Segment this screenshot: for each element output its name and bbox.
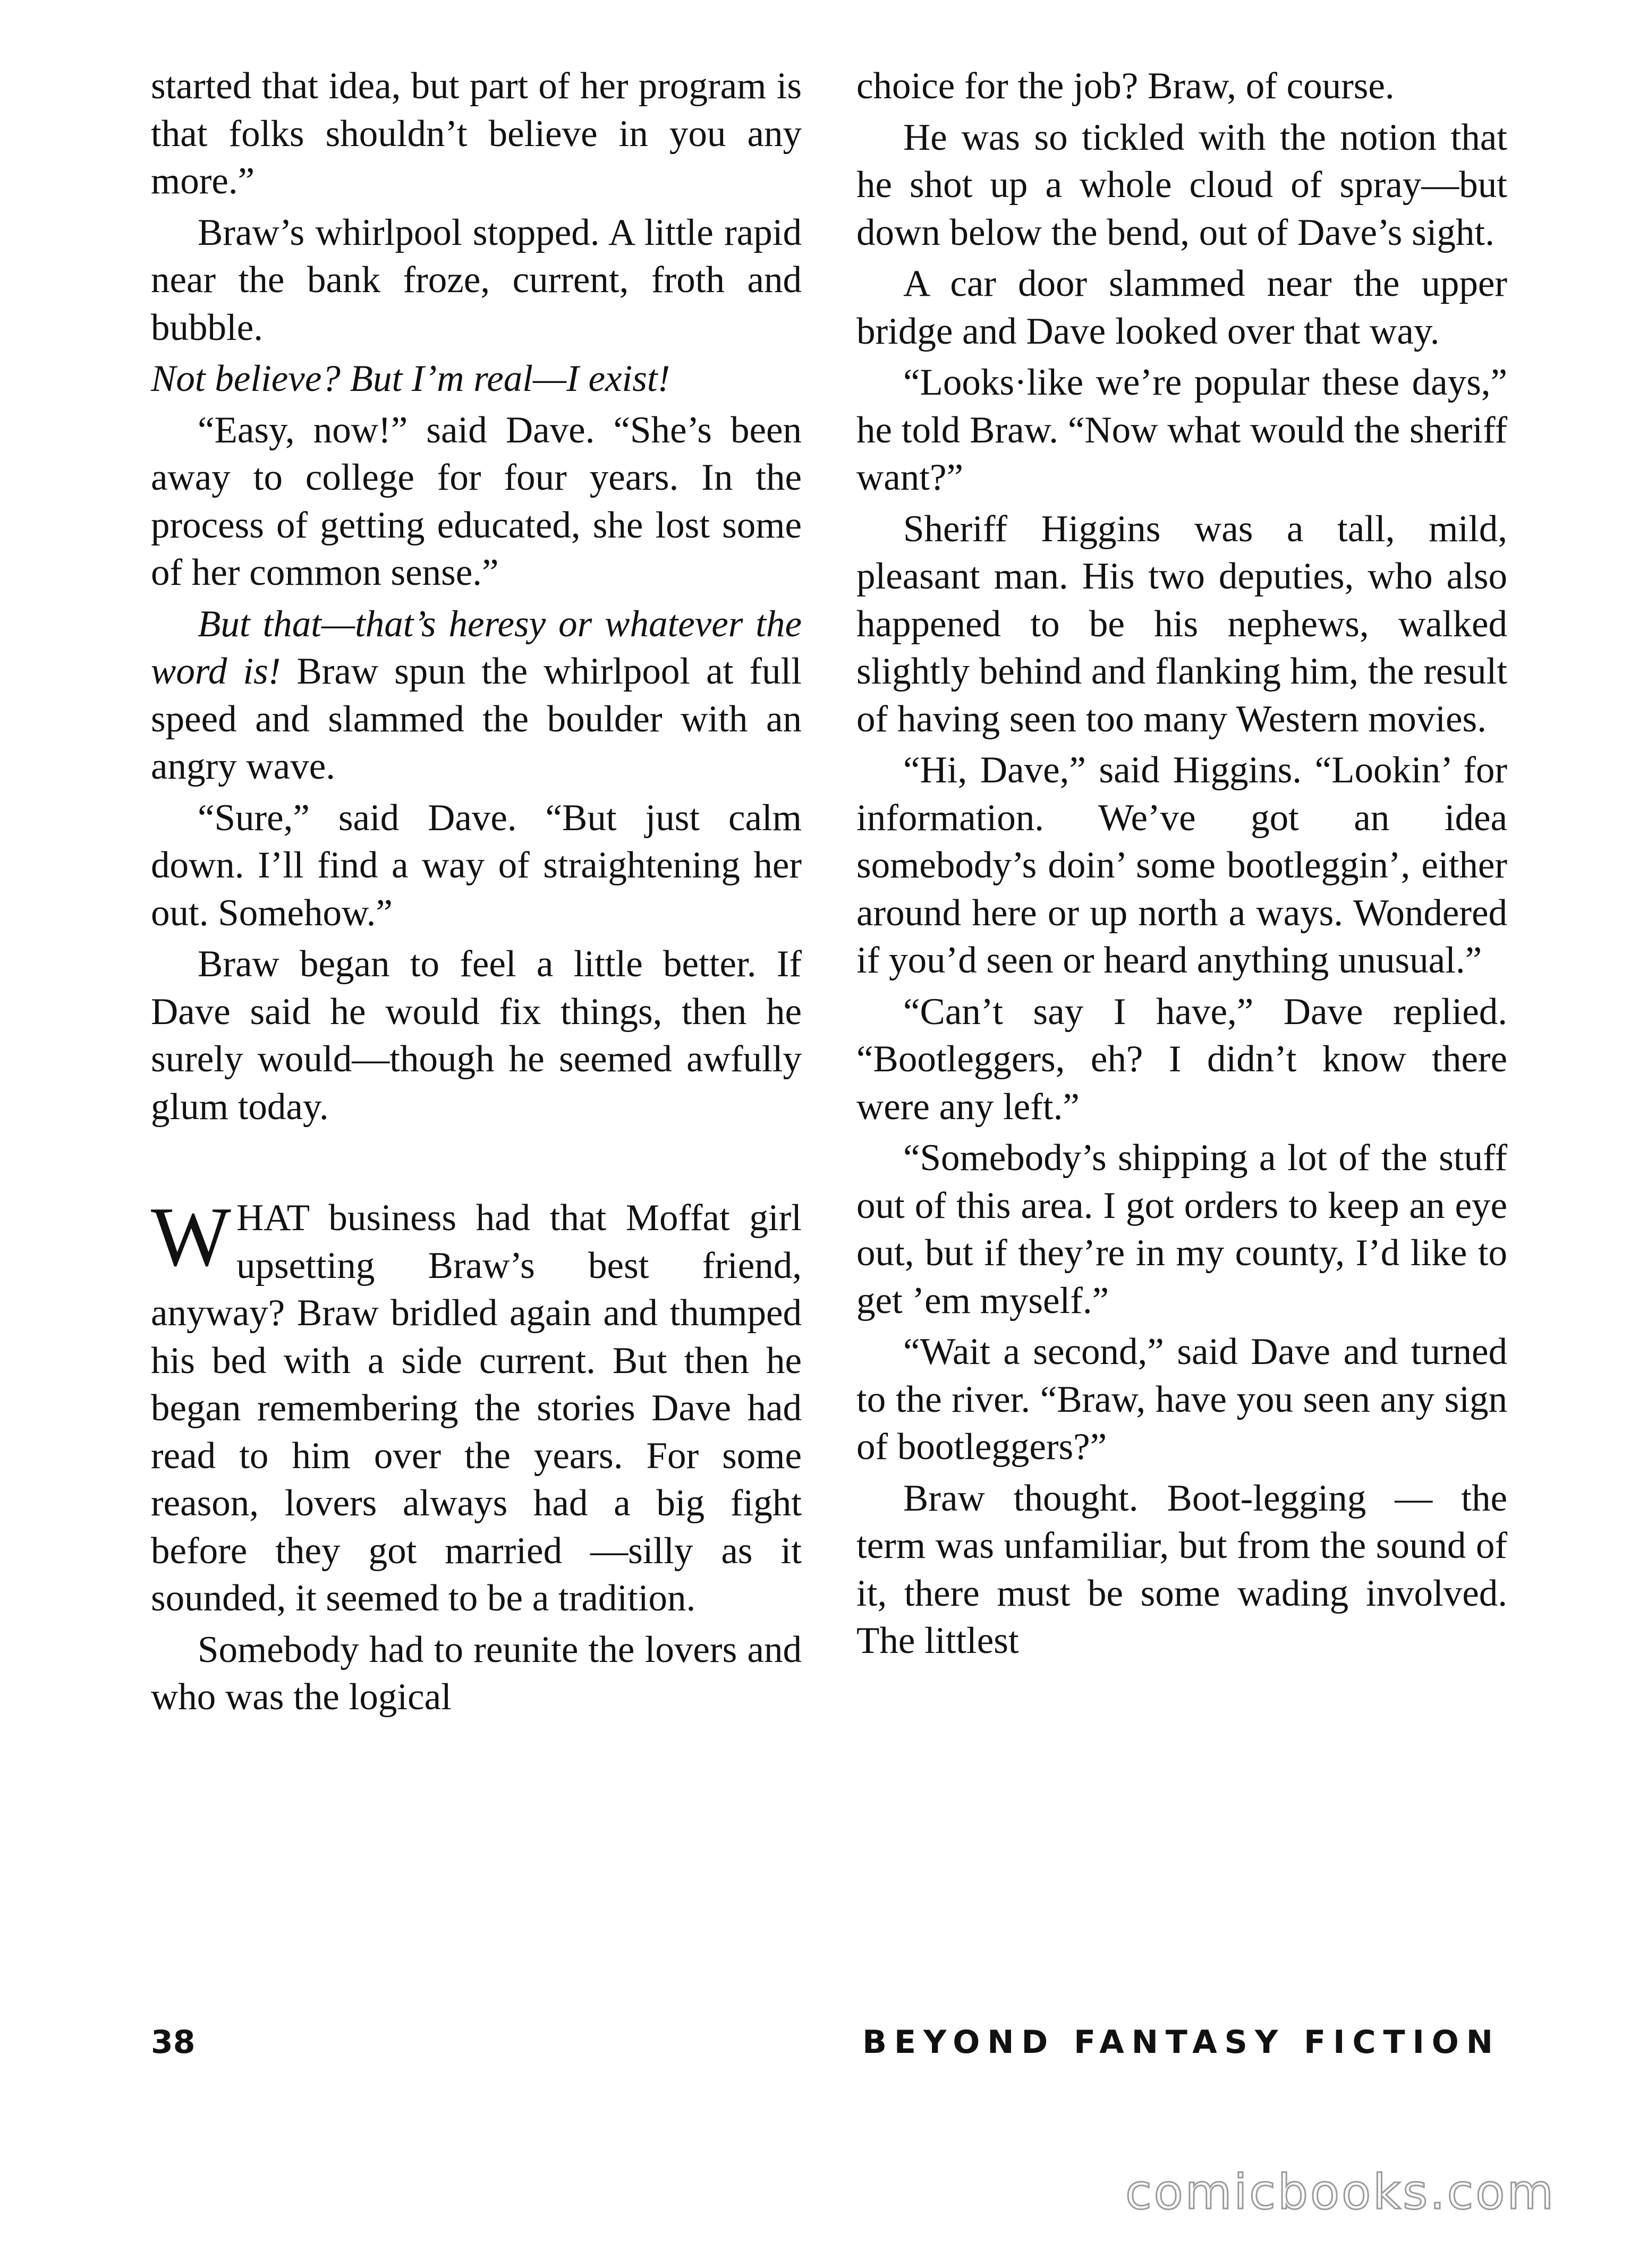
paragraph: “Hi, Dave,” said Higgins. “Lookin’ for information. We’ve got an idea somebody’s doin’ some bootleggin’, either around here or up north a ways. Wondered if you’d seen or heard anything unusual.” — [856, 749, 1507, 981]
paragraph: Braw’s whirlpool stopped. A little rapid near the bank froze, current, froth and bubble. — [151, 211, 802, 348]
paragraph: Somebody had to reunite the lovers and who was the logical — [151, 1628, 802, 1718]
italic-thought-paragraph: Not believe? But I’m real—I exist! — [151, 358, 670, 399]
paragraph: A car door slammed near the upper bridge and Dave looked over that way. — [856, 263, 1507, 352]
paragraph: choice for the job? Braw, of course. — [856, 65, 1395, 107]
paragraph-text: Braw spun the whirlpool at full speed and slammed the boulder with an angry wave. — [151, 651, 802, 787]
paragraph: Braw thought. Boot-legging — the term was unfamiliar, but from the sound of it, there must be some wading involved. The littlest — [856, 1477, 1507, 1661]
paragraph: Sheriff Higgins was a tall, mild, pleasant man. His two deputies, who also happened to be his nephews, walked slightly behind and flanking him, the result of having seen too many Western movies. — [856, 508, 1507, 740]
paragraph-text: business had that Moffat girl upsetting Braw’s best friend, anyway? Braw bridled again and thumped his bed with a side current. But then he began remembering the stories Dave had read to him over the years. For some reason, lovers always had a big fight before they got married —silly as it sounded, it seemed to be a tradition. — [151, 1197, 802, 1619]
paragraph — [151, 601, 802, 791]
section-opening-paragraph — [151, 1189, 802, 1623]
small-caps-lead: HAT — [236, 1197, 309, 1239]
right-text-column — [856, 63, 1507, 1669]
paragraph: “Easy, now!” said Dave. “She’s been away to college for four years. In the process of getting educated, she lost some of her common sense.” — [151, 409, 802, 593]
left-text-column — [151, 63, 802, 1725]
paragraph: “Can’t say I have,” Dave replied. “Bootleggers, eh? I didn’t know there were any left.” — [856, 991, 1507, 1128]
paragraph: Braw began to feel a little better. If Dave said he would fix things, then he surely would—though he seemed awfully glum today. — [151, 943, 802, 1128]
paragraph: “Looks·like we’re popular these days,” he told Braw. “Now what would the sheriff want?” — [856, 362, 1507, 498]
paragraph: “Wait a second,” said Dave and turned to the river. “Braw, have you seen any sign of bootleggers?” — [856, 1331, 1507, 1468]
watermark-logo: comicbooks.com — [1125, 2164, 1556, 2220]
page-number: 38 — [151, 2024, 196, 2061]
drop-cap-letter: W — [151, 1189, 232, 1284]
page-footer — [151, 2018, 1500, 2066]
italic-thought: But that—that’s heresy or whatever the word is! — [151, 603, 802, 692]
paragraph: “Somebody’s shipping a lot of the stuff out of this area. I got orders to keep an eye out, but if they’re in my county, I’d like to get ’em myself.” — [856, 1137, 1507, 1321]
paragraph: “Sure,” said Dave. “But just calm down. I’ll find a way of straightening her out. Somehow.” — [151, 797, 802, 934]
paragraph: started that idea, but part of her program is that folks shouldn’t believe in you any more.” — [151, 65, 802, 202]
paragraph: He was so tickled with the notion that he shot up a whole cloud of spray—but down below the bend, out of Dave’s sight. — [856, 116, 1507, 253]
running-head: BEYOND FANTASY FICTION — [862, 2024, 1500, 2061]
